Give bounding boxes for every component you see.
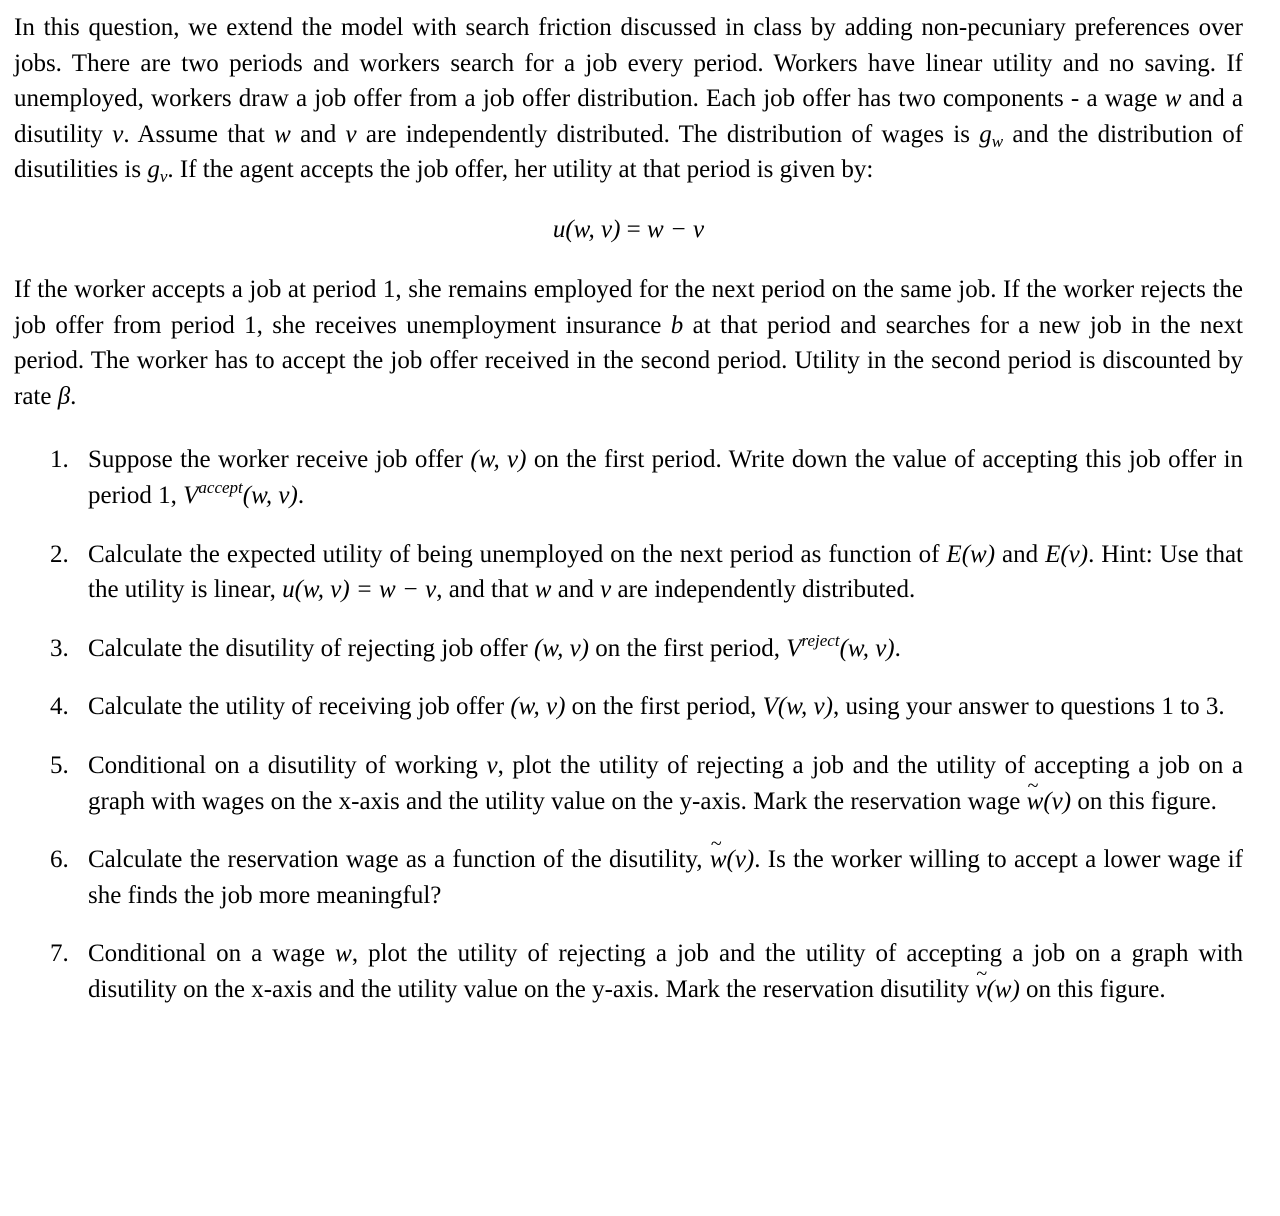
intro-paragraph: In this question, we extend the model with search friction discussed in class by adding non-pecuniary preferences over jobs. There are two periods and workers search for a job every period. Workers have linear utility and no saving. If unemployed, workers draw a job offer from a job offer distribution. Each job offer has two components - a wage w and a disutility v. Assume that w and v are independently distributed. The distribution of wages is $g_w$ and the distribution of disutilities is $g_v$. If the agent accepts the job offer, her utility at that period is given by: <box>14 14 1244 187</box>
math-v-tilde: ~ v <box>975 972 986 1008</box>
math-g-w: $g_w$ <box>979 120 1004 151</box>
question-2: 2. Calculate the expected utility of being unemployed on the next period as function of E(w) and E(v). Hint: Use that the utility is linear, u(w, v) = w − v, and that w and v are independently distributed. <box>50 540 1244 604</box>
question-7: 7. Conditional on a wage w, plot the utility of rejecting a job and the utility of accepting a job on a graph with disutility on the x-axis and the utility value on the y-axis. Mark the reservation disutility ~ v(w) on this figure. <box>14 936 1243 1007</box>
question-list <box>14 442 1243 1007</box>
utility-equation: u(w, v) = w − v <box>552 215 705 243</box>
question-3: 3. Calculate the disutility of rejecting job offer (w, v) on the first period, $V^{reject}(w$, v). <box>50 630 901 662</box>
math-g-v: $g_v$ <box>147 156 168 187</box>
question-1: 1. Suppose the worker receive job offer (w, v) on the first period. Write down the value of accepting this job offer in period 1, $V^{accept}(w$, v). <box>50 446 1244 509</box>
math-b: b <box>670 311 684 339</box>
question-6: 6. Calculate the reservation wage as a function of the disutility, ~ w(v). Is the worker willing to accept a lower wage if she finds the job more meaningful? <box>14 842 1243 913</box>
math-beta: β <box>57 382 71 410</box>
math-w-tilde: ~ w <box>710 842 727 878</box>
math-w: w <box>1164 85 1182 113</box>
question-5: 5. Conditional on a disutility of working v, plot the utility of rejecting a job and the utility of accepting a job on a graph with wages on the x-axis and the utility value on the y-axis. Mark the reservation wage ~ w(v) on this figure. <box>14 748 1243 819</box>
question-4: 4. Calculate the utility of receiving job offer (w, v) on the first period, V(w, v), using your answer to questions 1 to 3. <box>50 693 1225 721</box>
problem-document <box>14 10 1243 1030</box>
setup-paragraph: If the worker accepts a job at period 1, she remains employed for the next period on the same job. If the worker rejects the job offer from period 1, she receives unemployment insurance b at that period and searches for a new job in the next period. The worker has to accept the job offer received in the second period. Utility in the second period is discounted by rate β. <box>14 275 1243 410</box>
math-w-tilde: ~ w <box>1027 784 1044 820</box>
math-v: v <box>112 120 124 148</box>
